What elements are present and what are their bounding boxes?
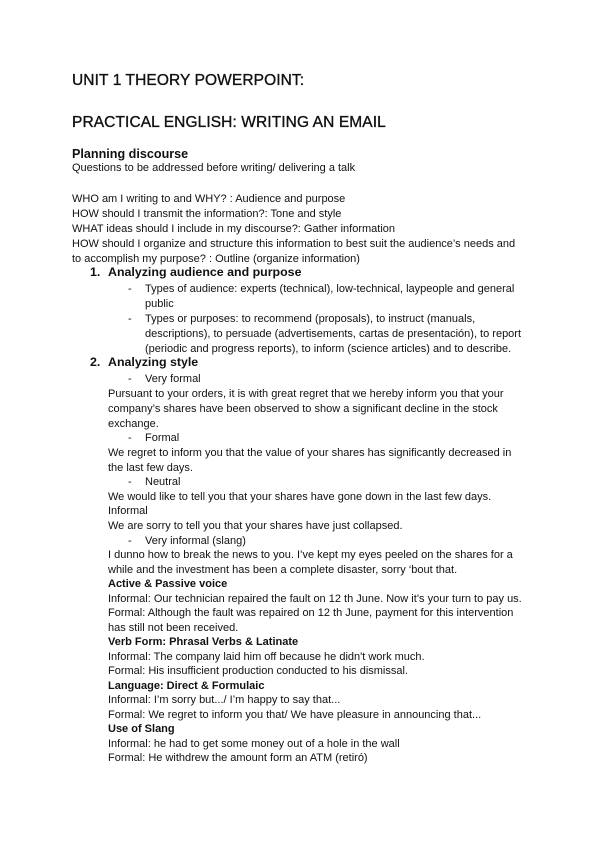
bullet-line: Types of audience: experts (technical), low-technical, laypeople and general <box>145 283 515 295</box>
style-example: company’s shares have been observed to show a significant decline in the stock <box>108 403 498 415</box>
planning-line: WHAT ideas should I include in my discourse?: Gather information <box>72 223 396 235</box>
bullet-dash: - <box>128 313 132 325</box>
style-example: We would like to tell you that your shares have gone down in the last few days. <box>108 491 492 503</box>
style-label: Neutral <box>145 476 181 488</box>
bullet-dash: - <box>128 283 132 295</box>
style-example: I dunno how to break the news to you. I’ve kept my eyes peeled on the shares for a <box>108 549 513 561</box>
style-label: Very informal (slang) <box>145 535 246 547</box>
bullet-line: (periodic and progress reports), to inform (science articles) and to describe. <box>145 343 512 355</box>
subsection-line: Formal: He withdrew the amount form an ATM (retiró) <box>108 752 368 764</box>
style-example: We regret to inform you that the value of your shares has significantly decreased in <box>108 447 512 459</box>
section-number: 2. <box>90 355 101 369</box>
subsection-line: Formal: His insufficient production conducted to his dismissal. <box>108 665 408 677</box>
planning-line: HOW should I transmit the information?: Tone and style <box>72 208 342 220</box>
planning-heading: Planning discourse <box>72 147 189 161</box>
style-label: Formal <box>145 432 180 444</box>
bullet-line: descriptions), to persuade (advertisements, cartas de presentación), to report <box>145 328 522 340</box>
planning-line: HOW should I organize and structure this information to best suit the audience’s needs and <box>72 238 516 250</box>
subsection-line: Informal: The company laid him off because he didn't work much. <box>108 651 425 663</box>
style-dash: - <box>128 535 132 547</box>
subsection-line: Formal: Although the fault was repaired on 12 th June, payment for this intervention <box>108 607 514 619</box>
subsection-heading: Verb Form: Phrasal Verbs & Latinate <box>108 636 299 648</box>
style-label: Informal <box>108 505 148 517</box>
bullet-line: public <box>145 298 174 310</box>
subsection-line: Informal: he had to get some money out of a hole in the wall <box>108 738 400 750</box>
section-heading: Analyzing audience and purpose <box>108 265 302 279</box>
style-label: Very formal <box>145 373 201 385</box>
bullet-line: Types or purposes: to recommend (proposals), to instruct (manuals, <box>145 313 476 325</box>
planning-line: to accomplish my purpose? : Outline (organize information) <box>72 253 360 265</box>
subsection-line: has still not been received. <box>108 622 239 634</box>
section-number: 1. <box>90 265 101 279</box>
style-dash: - <box>128 373 132 385</box>
style-dash: - <box>128 476 132 488</box>
subsection-line: Formal: We regret to inform you that/ We have pleasure in announcing that... <box>108 709 482 721</box>
style-example: while and the investment has been a complete disaster, sorry ‘bout that. <box>108 564 458 576</box>
subsection-heading: Use of Slang <box>108 723 175 735</box>
style-example: Pursuant to your orders, it is with great regret that we hereby inform you that your <box>108 388 504 400</box>
subsection-line: Informal: I’m sorry but.../ I’m happy to say that... <box>108 694 341 706</box>
section-heading: Analyzing style <box>108 355 199 369</box>
page-title: UNIT 1 THEORY POWERPOINT: <box>72 72 305 89</box>
style-dash: - <box>128 432 132 444</box>
style-example: the last few days. <box>108 462 193 474</box>
subsection-line: Informal: Our technician repaired the fault on 12 th June. Now it’s your turn to pay us. <box>108 593 522 605</box>
subsection-heading: Active & Passive voice <box>108 578 228 590</box>
planning-line: WHO am I writing to and WHY? : Audience and purpose <box>72 193 346 205</box>
page-subtitle: PRACTICAL ENGLISH: WRITING AN EMAIL <box>72 114 386 131</box>
style-example: exchange. <box>108 418 159 430</box>
subsection-heading: Language: Direct & Formulaic <box>108 680 265 692</box>
planning-subtext: Questions to be addressed before writing/ delivering a talk <box>72 162 356 174</box>
style-example: We are sorry to tell you that your shares have just collapsed. <box>108 520 403 532</box>
